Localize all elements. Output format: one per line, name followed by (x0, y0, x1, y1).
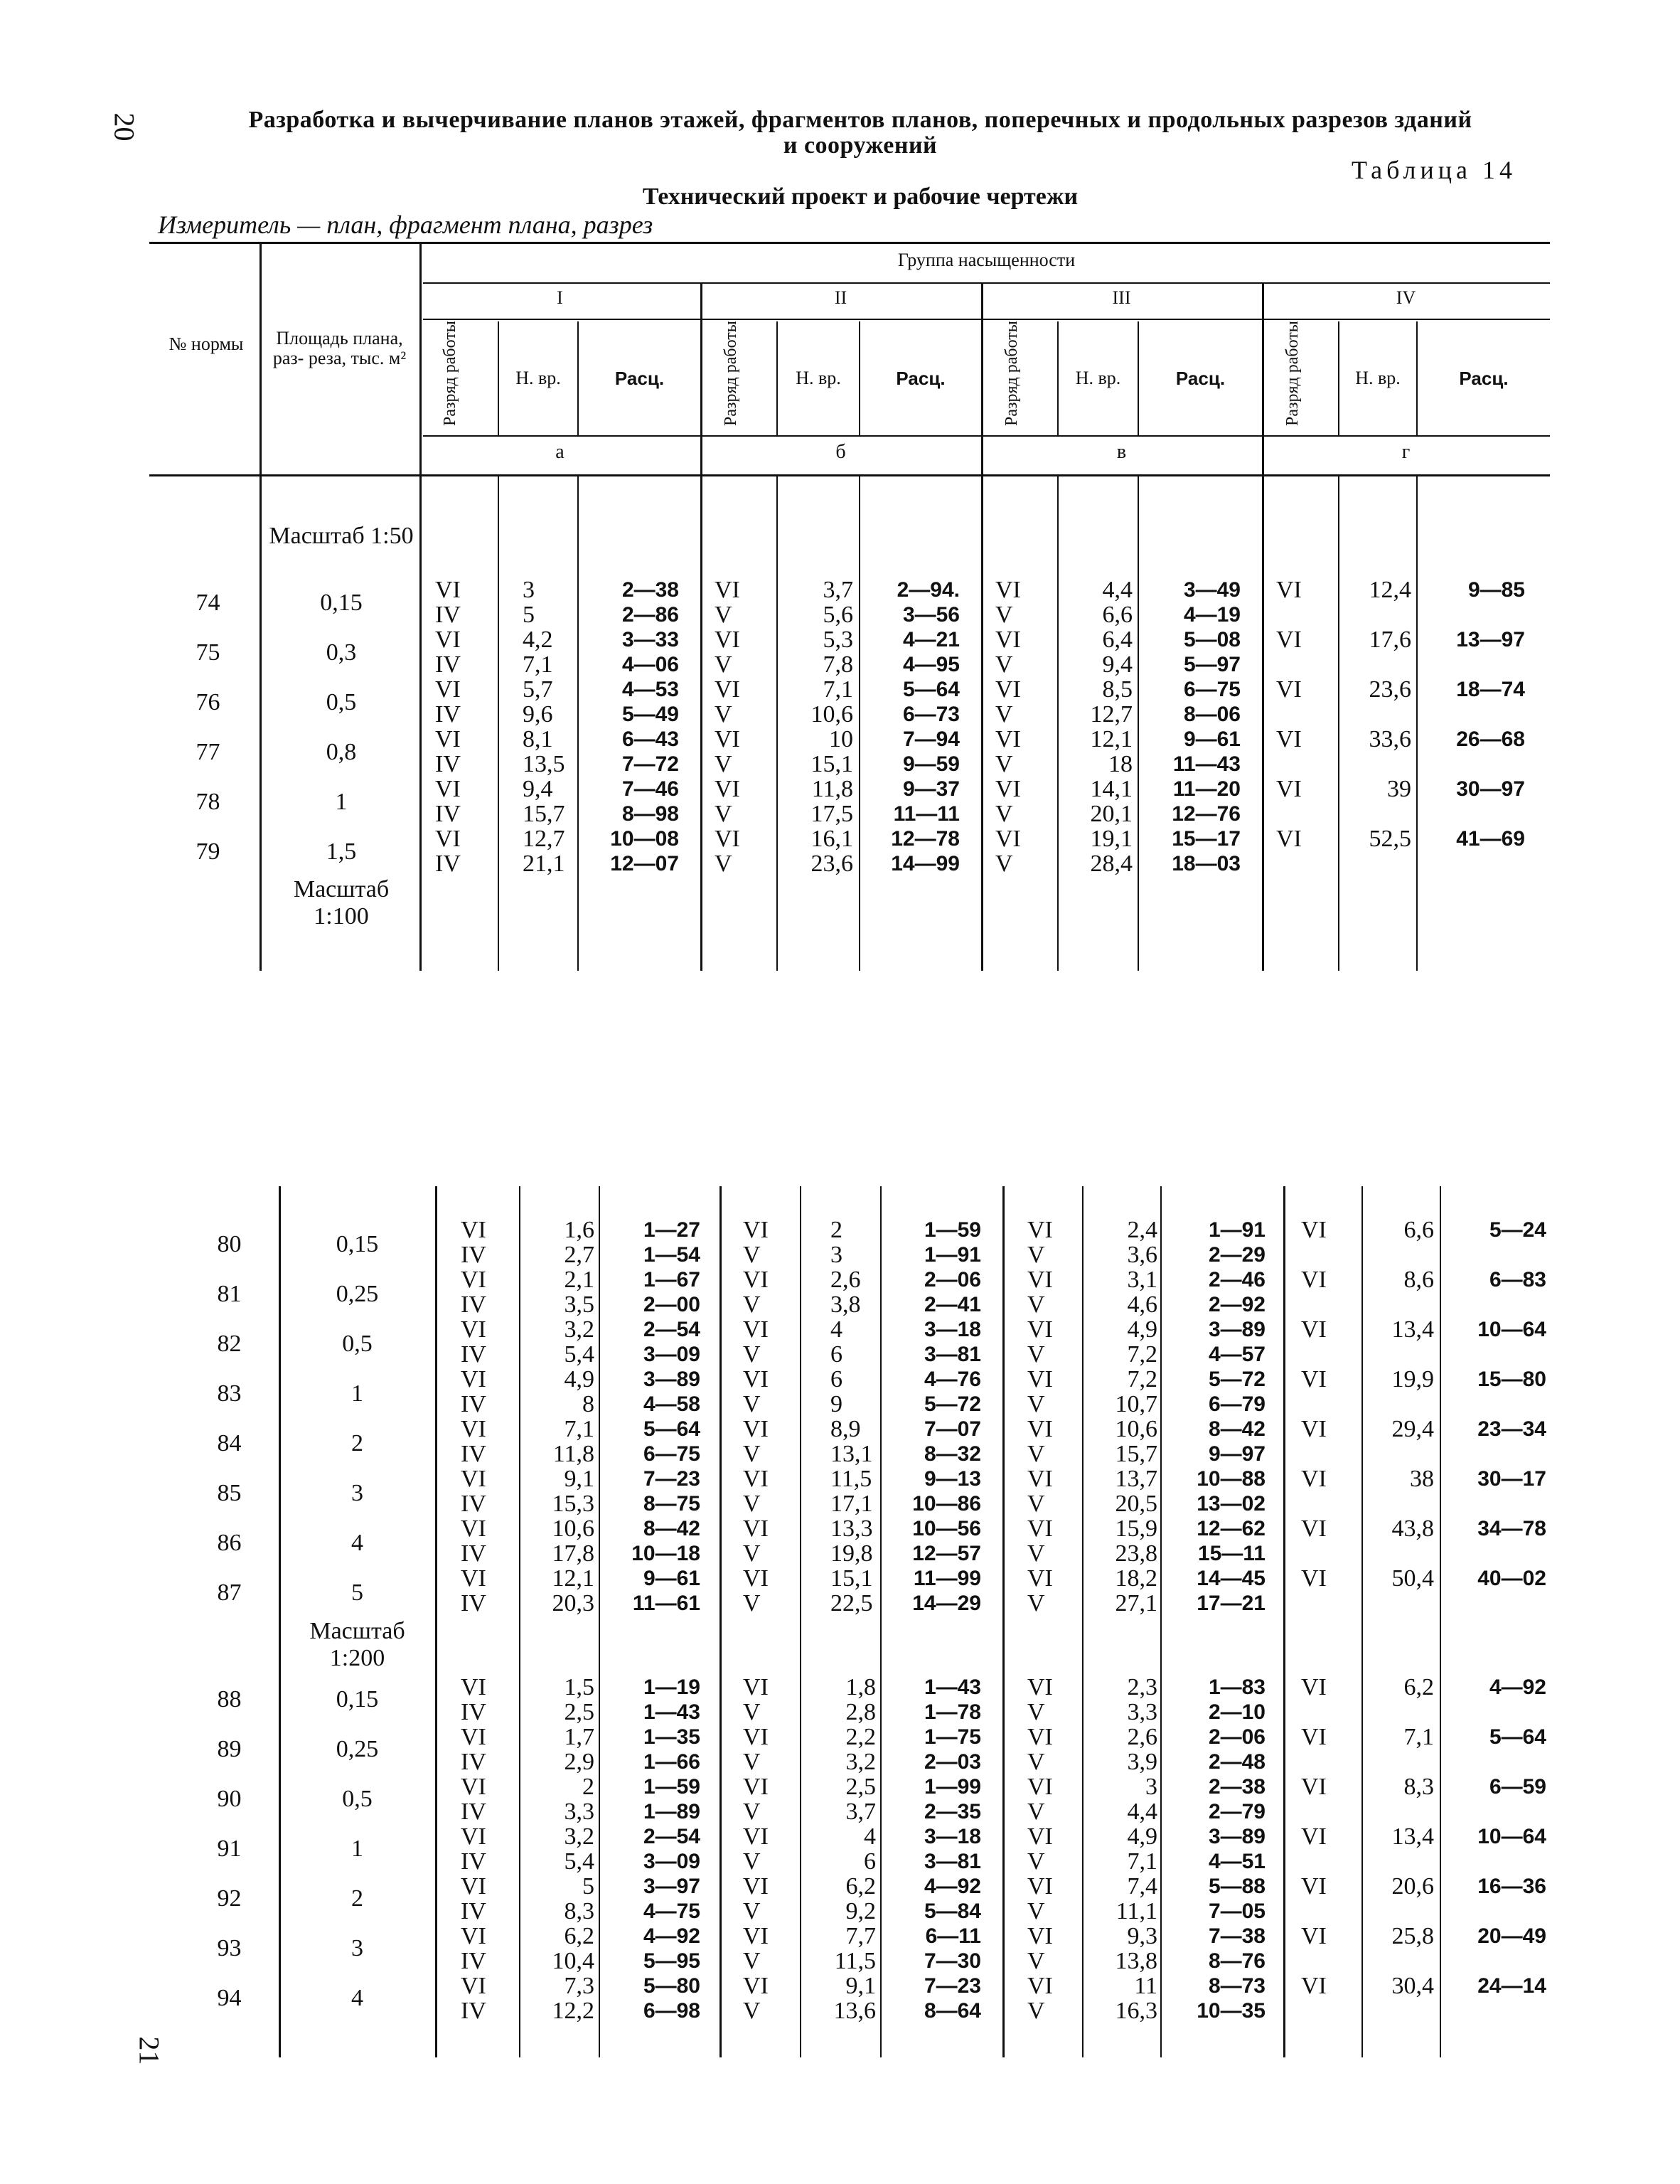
header-bottom-rule (149, 474, 1550, 476)
rank-values: VI IV VI IV VI IV VI IV VI IV VI IV VI IV VI IV (461, 1217, 486, 1616)
hours-header: Н. вр. (796, 368, 841, 388)
rank-header: Разряд работы (722, 321, 740, 426)
column-rule (435, 1186, 437, 2057)
group-iii: III (1112, 287, 1131, 308)
measure-note: Измеритель — план, фрагмент плана, разрез (158, 211, 653, 239)
hours-values: 12,4 17,6 23,6 33,6 39 52,5 (1369, 577, 1411, 852)
rank-header: Разряд работы (1002, 321, 1021, 426)
rate-values: 5—24 6—83 10—64 15—80 23—34 30—17 34—78 40—02 (1477, 1218, 1546, 1590)
column-rule (1138, 476, 1139, 971)
rate-values: 4—92 5—64 6—59 10—64 16—36 20—49 24—14 (1477, 1676, 1546, 1998)
hours-values: 3,7 5,6 5,3 7,8 7,1 10,6 10 15,1 11,8 17,5 16,1 23,6 (810, 577, 853, 877)
group-roman-rule (423, 319, 1550, 320)
rank-header: Разряд работы (1283, 321, 1302, 426)
norm-numbers: 80 81 82 83 84 85 86 87 (217, 1231, 242, 1606)
column-rule (1160, 1186, 1162, 2057)
rate-values: 9—85 13—97 18—74 26—68 30—97 41—69 (1456, 578, 1525, 851)
column-rule (859, 476, 860, 971)
rank-values: VI VI VI VI VI VI VI (1301, 1674, 1327, 1999)
column-rule (419, 476, 422, 971)
column-rule (260, 476, 262, 971)
group-ii: II (834, 287, 847, 308)
page-title: Разработка и вычерчивание планов этажей, фрагментов планов, поперечных и продольных разрезов зданий (248, 107, 1472, 133)
hours-values: 1,8 2,8 2,2 3,2 2,5 3,7 4 6 6,2 9,2 7,7 11,5 9,1 13,6 (833, 1674, 876, 2024)
hours-values: 3 5 4,2 7,1 5,7 9,6 8,1 13,5 9,4 15,7 12,7 21,1 (523, 577, 565, 877)
page-number-bottom: 21 (133, 2036, 166, 2065)
letter-b: б (835, 441, 846, 463)
column-rule (1361, 1186, 1363, 2057)
column-rule (1440, 1186, 1441, 2057)
rank-values: VI VI VI VI VI VI (1276, 577, 1302, 852)
column-rule (880, 1186, 882, 2057)
scale-label: Масштаб 1:100 (293, 876, 390, 929)
column-rule (700, 476, 702, 971)
header-group: Группа насыщенности (897, 250, 1076, 270)
header-divider (419, 244, 422, 474)
hours-header: Н. вр. (1355, 368, 1401, 388)
rank-values: VI VI VI VI VI VI VI VI (1301, 1217, 1327, 1592)
rate-values: 1—59 1—91 2—06 2—41 3—18 3—81 4—76 5—72 7—07 8—32 9—13 10—86 10—56 12—57 11—99 14—29 (912, 1218, 981, 1615)
column-rule (776, 476, 778, 971)
rate-values: 2—94. 3—56 4—21 4—95 5—64 6—73 7—94 9—59 9—37 11—11 12—78 14—99 (891, 578, 960, 875)
rank-values: VI V VI V VI V VI V VI V VI V VI V (743, 1674, 769, 2024)
letter-g: г (1401, 441, 1411, 463)
column-rule (599, 1186, 600, 2057)
column-rule (1002, 1186, 1005, 2057)
header-top-rule (149, 242, 1550, 244)
group-i: I (557, 287, 563, 308)
column-rule (519, 1186, 520, 2057)
column-rule (577, 476, 579, 971)
hours-header: Н. вр. (1075, 368, 1121, 388)
rank-values: VI V VI V VI V VI V VI V VI V VI V (1027, 1674, 1053, 2024)
rank-values: VI V VI V VI V VI V VI V VI V VI V VI V (743, 1217, 769, 1616)
hours-values: 4,4 6,6 6,4 9,4 8,5 12,7 12,1 18 14,1 20,1 19,1 28,4 (1090, 577, 1133, 877)
hours-values: 2,3 3,3 2,6 3,9 3 4,4 4,9 7,1 7,4 11,1 9,3 13,8 11 16,3 (1115, 1674, 1157, 2024)
column-rule (1262, 476, 1264, 971)
hours-values: 6,2 7,1 8,3 13,4 20,6 25,8 30,4 (1391, 1674, 1434, 1999)
rate-values: 1—19 1—43 1—35 1—66 1—59 1—89 2—54 3—09 3—97 4—75 4—92 5—95 5—80 6—98 (643, 1676, 700, 2023)
area-values: 0,15 0,25 0,5 1 2 3 4 5 (336, 1231, 379, 1606)
column-rule (1283, 1186, 1285, 2057)
page-title-line2: и сооружений (783, 132, 938, 159)
subheader-rule (423, 435, 1550, 437)
rate-header: Расц. (896, 368, 946, 389)
header-area: Площадь плана, раз- реза, тыс. м² (272, 328, 407, 368)
rank-values: VI IV VI IV VI IV VI IV VI IV VI IV VI IV (461, 1674, 486, 2024)
rank-values: VI V VI V VI V VI V VI V VI V (995, 577, 1021, 877)
column-rule (719, 1186, 722, 2057)
rate-values: 1—83 2—10 2—06 2—48 2—38 2—79 3—89 4—51 5—88 7—05 7—38 8—76 8—73 10—35 (1197, 1676, 1266, 2023)
letter-a: а (555, 441, 565, 463)
rate-header: Расц. (614, 368, 665, 389)
rank-values: VI IV VI IV VI IV VI IV VI IV VI IV (435, 577, 461, 877)
rank-values: VI V VI V VI V VI V VI V VI V VI V VI V (1027, 1217, 1053, 1616)
rate-values: 3—49 4—19 5—08 5—97 6—75 8—06 9—61 11—43 11—20 12—76 15—17 18—03 (1172, 578, 1241, 875)
hours-values: 2 3 2,6 3,8 4 6 6 9 8,9 13,1 11,5 17,1 13,3 19,8 15,1 22,5 (830, 1217, 873, 1616)
column-rule (1338, 476, 1339, 971)
header-norm-no: № нормы (168, 334, 244, 354)
table-label: Таблица 14 (1352, 156, 1516, 184)
column-rule (1057, 476, 1059, 971)
group-iv: IV (1396, 287, 1416, 308)
page-number-top: 20 (108, 112, 141, 142)
rate-header: Расц. (1459, 368, 1509, 389)
header-divider (260, 244, 262, 474)
norm-numbers: 88 89 90 91 92 93 94 (217, 1686, 242, 2011)
norm-numbers: 74 75 76 77 78 79 (196, 590, 220, 865)
column-rule (1416, 476, 1418, 971)
letter-v: в (1116, 441, 1127, 463)
column-rule (800, 1186, 801, 2057)
rank-header: Разряд работы (441, 321, 459, 426)
rate-values: 1—43 1—78 1—75 2—03 1—99 2—35 3—18 3—81 4—92 5—84 6—11 7—30 7—23 8—64 (924, 1676, 981, 2023)
area-values: 0,15 0,25 0,5 1 2 3 4 (336, 1686, 379, 2011)
column-rule (498, 476, 499, 971)
rate-values: 1—91 2—29 2—46 2—92 3—89 4—57 5—72 6—79 8—42 9—97 10—88 13—02 12—62 15—11 14—45 17—21 (1197, 1218, 1266, 1615)
rate-header: Расц. (1175, 368, 1226, 389)
rank-values: VI V VI V VI V VI V VI V VI V (715, 577, 740, 877)
table-subtitle: Технический проект и рабочие чертежи (642, 183, 1079, 210)
hours-header: Н. вр. (515, 368, 561, 388)
scale-label: Масштаб 1:200 (309, 1618, 405, 1671)
column-rule (981, 476, 983, 971)
hours-values: 1,5 2,5 1,7 2,9 2 3,3 3,2 5,4 5 8,3 6,2 10,4 7,3 12,2 (552, 1674, 594, 2024)
hours-values: 6,6 8,6 13,4 19,9 29,4 38 43,8 50,4 (1391, 1217, 1434, 1592)
area-values: 0,15 0,3 0,5 0,8 1 1,5 (320, 590, 363, 865)
rate-values: 2—38 2—86 3—33 4—06 4—53 5—49 6—43 7—72 7—46 8—98 10—08 12—07 (610, 578, 679, 875)
hours-values: 1,6 2,7 2,1 3,5 3,2 5,4 4,9 8 7,1 11,8 9,1 15,3 10,6 17,8 12,1 20,3 (552, 1217, 594, 1616)
scale-label: Масштаб 1:50 (269, 523, 414, 549)
hours-values: 2,4 3,6 3,1 4,6 4,9 7,2 7,2 10,7 10,6 15,7 13,7 20,5 15,9 23,8 18,2 27,1 (1115, 1217, 1157, 1616)
rate-values: 1—27 1—54 1—67 2—00 2—54 3—09 3—89 4—58 5—64 6—75 7—23 8—75 8—42 10—18 9—61 11—61 (631, 1218, 700, 1615)
group-rule (423, 282, 1550, 284)
